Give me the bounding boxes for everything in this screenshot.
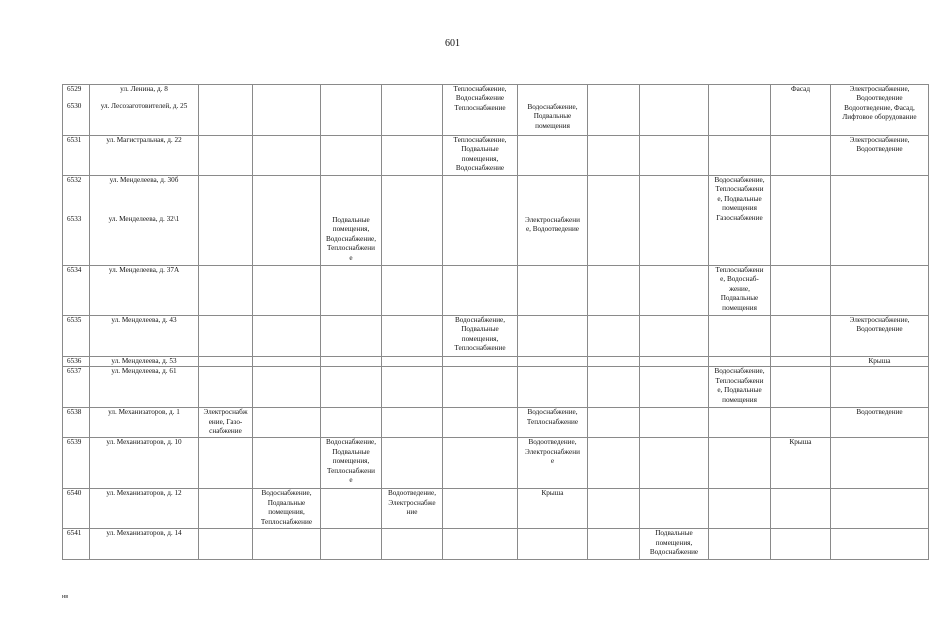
work-cell [588,176,640,266]
work-cell: Водоснабжение, Подвальные помещения [518,85,588,136]
work-cell [640,367,709,408]
work-cell: Теплоснабжени е, Водоснаб- жение, Подвальные помещения [709,266,771,316]
work-cell: Крыша [831,357,929,367]
table-row [63,489,929,529]
row-number-cell: 6537 [63,367,90,408]
work-cell: Водоотведение [831,408,929,438]
work-cell [831,529,929,560]
work-cell [253,529,321,560]
work-cell [831,489,929,529]
work-cell [771,489,831,529]
address-cell: ул. Менделеева, д. 43 [90,316,199,357]
work-cell [321,489,382,529]
work-cell [443,367,518,408]
footer-mark: нв [62,594,69,600]
work-cell: Подвальные помещения, Водоснабжение [640,529,709,560]
work-cell [640,489,709,529]
work-cell [588,367,640,408]
work-cell [709,489,771,529]
work-cell [443,266,518,316]
row-number-cell: 6536 [63,357,90,367]
work-cell [253,438,321,489]
work-cell [709,357,771,367]
work-cell [709,408,771,438]
work-cell [640,266,709,316]
address-cell: ул. Менделеева, д. 53 [90,357,199,367]
work-cell: Подвальные помещения, Водоснабжение, Теплоснабжени е [321,176,382,266]
address-cell: ул. Менделеева, д. 30б ул. Менделеева, д. 32\1 [90,176,199,266]
address-cell: ул. Менделеева, д. 61 [90,367,199,408]
work-cell: Теплоснабжение, Водоснабжение Теплоснабжение [443,85,518,136]
work-cell: Электроснабжение, Водоотведение [831,136,929,176]
work-cell [199,489,253,529]
work-cell [443,176,518,266]
row-number-cell: 6534 [63,266,90,316]
work-cell [321,316,382,357]
work-cell [709,85,771,136]
work-cell [831,367,929,408]
row-number-cell: 6541 [63,529,90,560]
work-cell [199,438,253,489]
work-cell [253,316,321,357]
table-row [63,438,929,489]
work-cell [443,357,518,367]
work-cell [588,408,640,438]
work-cell [588,136,640,176]
work-cell [443,408,518,438]
table-row [63,136,929,176]
address-cell: ул. Магистральная, д. 22 [90,136,199,176]
work-cell [199,266,253,316]
work-cell [382,266,443,316]
work-cell [588,316,640,357]
work-cell [709,316,771,357]
work-cell [518,266,588,316]
work-cell [253,266,321,316]
work-cell [321,85,382,136]
work-cell: Водоснабжение, Подвальные помещения, Теплоснабжение [443,316,518,357]
work-cell [443,438,518,489]
work-cell [321,136,382,176]
work-cell: Водоснабжение, Теплоснабжени е, Подвальные помещения [709,367,771,408]
repair-schedule-table [62,84,929,560]
work-cell [443,529,518,560]
work-cell [382,357,443,367]
work-cell: Водоотведение, Электроснабже ние [382,489,443,529]
work-cell [382,367,443,408]
work-cell [443,489,518,529]
work-cell [253,136,321,176]
row-number-cell: 6531 [63,136,90,176]
work-cell [321,367,382,408]
work-cell [518,367,588,408]
table-row [63,316,929,357]
work-cell [518,529,588,560]
work-cell [771,529,831,560]
row-number-cell: 6539 [63,438,90,489]
work-cell [518,316,588,357]
work-cell [253,357,321,367]
table-row [63,357,929,367]
work-cell [640,357,709,367]
work-cell [199,367,253,408]
work-cell [771,367,831,408]
address-cell: ул. Ленина, д. 8 ул. Лесозаготовителей, д. 25 [90,85,199,136]
work-cell [199,529,253,560]
work-cell [253,176,321,266]
work-cell [321,408,382,438]
work-cell [518,136,588,176]
work-cell [382,316,443,357]
work-cell [199,136,253,176]
work-cell [382,176,443,266]
work-cell [588,85,640,136]
work-cell [588,438,640,489]
work-cell [199,176,253,266]
work-cell [382,438,443,489]
work-cell [709,136,771,176]
work-cell: Водоснабжение, Теплоснабжение [518,408,588,438]
work-cell [771,136,831,176]
address-cell: ул. Механизаторов, д. 12 [90,489,199,529]
work-cell [382,408,443,438]
work-cell [831,438,929,489]
work-cell [199,357,253,367]
row-number-cell: 6538 [63,408,90,438]
work-cell [321,357,382,367]
work-cell [588,529,640,560]
work-cell [771,408,831,438]
work-cell: Водоотведение, Электроснабжени е [518,438,588,489]
address-cell: ул. Механизаторов, д. 10 [90,438,199,489]
work-cell [382,136,443,176]
work-cell [709,438,771,489]
work-cell: Фасад [771,85,831,136]
work-cell [771,266,831,316]
work-cell [588,489,640,529]
address-cell: ул. Механизаторов, д. 1 [90,408,199,438]
work-cell [640,316,709,357]
table-row [63,85,929,136]
table-row [63,266,929,316]
work-cell [771,357,831,367]
work-cell [253,367,321,408]
work-cell [382,85,443,136]
work-cell [518,357,588,367]
work-cell [253,408,321,438]
work-cell: Электроснабж ение, Газо- снабжение [199,408,253,438]
table-row [63,176,929,266]
address-cell: ул. Механизаторов, д. 14 [90,529,199,560]
work-cell: Водоснабжение, Подвальные помещения, Теплоснабжени е [321,438,382,489]
row-number-cell: 6540 [63,489,90,529]
table-row [63,367,929,408]
work-cell: Водоснабжение, Подвальные помещения, Теплоснабжение [253,489,321,529]
work-cell [588,266,640,316]
work-cell: Электроснабжение, Водоотведение [831,316,929,357]
work-cell: Водоснабжение, Теплоснабжени е, Подвальные помещения Газоснабжение [709,176,771,266]
address-cell: ул. Менделеева, д. 37А [90,266,199,316]
row-number-cell: 6532 6533 [63,176,90,266]
work-cell [321,266,382,316]
work-cell [771,316,831,357]
work-cell [588,357,640,367]
work-cell [640,176,709,266]
work-cell [831,266,929,316]
work-cell [199,85,253,136]
work-cell [709,529,771,560]
work-cell [253,85,321,136]
work-cell [382,529,443,560]
row-number-cell: 6535 [63,316,90,357]
work-cell [640,438,709,489]
work-cell [321,529,382,560]
table-row [63,529,929,560]
work-cell: Крыша [518,489,588,529]
work-cell [640,85,709,136]
table-row [63,408,929,438]
work-cell: Теплоснабжение, Подвальные помещения, Водоснабжение [443,136,518,176]
work-cell: Электроснабжение, Водоотведение Водоотведение, Фасад, Лифтовое оборудование [831,85,929,136]
work-cell [199,316,253,357]
page-number: 601 [445,38,460,49]
work-cell [640,408,709,438]
row-number-cell: 6529 6530 [63,85,90,136]
work-cell [831,176,929,266]
work-cell: Электроснабжени е, Водоотведение [518,176,588,266]
work-cell: Крыша [771,438,831,489]
work-cell [640,136,709,176]
work-cell [771,176,831,266]
